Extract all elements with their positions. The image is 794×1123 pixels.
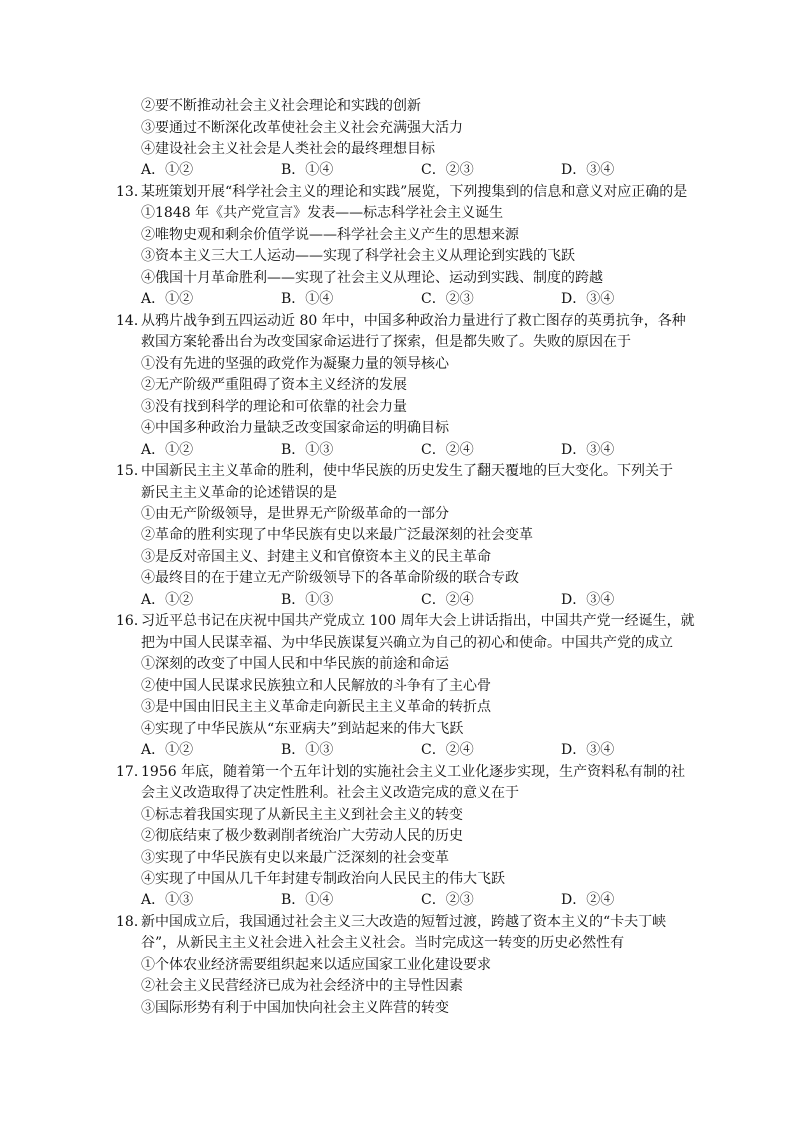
statement-item: ④实现了中华民族从“东亚病夫”到站起来的伟大飞跃 — [141, 720, 464, 737]
statement-line — [0, 524, 794, 546]
statement-line — [0, 847, 794, 869]
question-stem-line — [0, 310, 794, 332]
answer-option: A．①② — [141, 591, 194, 608]
question-stem-line — [0, 632, 794, 654]
statement-line — [0, 267, 794, 289]
question-stem-line — [0, 610, 794, 632]
question-stem-line — [0, 181, 794, 203]
statement-item: ②社会主义民营经济已成为社会经济中的主导性因素 — [141, 978, 463, 995]
question-stem: 中国新民主主义革命的胜利，使中华民族的历史发生了翻天覆地的巨大变化。下列关于 — [141, 463, 673, 479]
answer-option: B．①④ — [281, 162, 334, 179]
question-stem-line — [0, 761, 794, 783]
question-stem: 把为中国人民谋幸福、为中华民族谋复兴确立为自己的初心和使命。中国共产党的成立 — [141, 634, 673, 651]
answer-option: A．①② — [141, 291, 194, 308]
statement-line — [0, 396, 794, 418]
statement-line — [0, 718, 794, 740]
statement-item: ③实现了中华民族有史以来最广泛深刻的社会变革 — [141, 849, 449, 866]
statement-item: ①由无产阶级领导，是世界无产阶级革命的一部分 — [141, 505, 449, 522]
statement-line — [0, 975, 794, 997]
statement-line — [0, 696, 794, 718]
statement-line — [0, 138, 794, 160]
answer-option: B．①③ — [281, 441, 334, 458]
statement-item: ④实现了中国从几千年封建专制政治向人民民主的伟大飞跃 — [141, 870, 505, 887]
question-stem: 会主义改造取得了决定性胜利。社会主义改造完成的意义在于 — [141, 785, 519, 801]
statement-item: ③是中国由旧民主主义革命走向新民主主义革命的转折点 — [141, 699, 491, 716]
question-number: 16． — [116, 613, 148, 630]
statement-item: ②革命的胜利实现了中华民族有史以来最广泛最深刻的社会变革 — [141, 527, 533, 544]
statement-line — [0, 374, 794, 396]
statement-line — [0, 224, 794, 246]
answer-option: D．②④ — [561, 892, 615, 909]
answer-option: A．①② — [141, 742, 194, 759]
question-stem-line — [0, 331, 794, 353]
statement-item: ④中国多种政治力量缺乏改变国家命运的明确目标 — [141, 420, 449, 437]
question-stem: 新中国成立后，我国通过社会主义三大改造的短暂过渡，跨越了资本主义的“卡夫丁峡 — [141, 913, 667, 930]
statement-item: ④最终目的在于建立无产阶级领导下的各革命阶级的联合专政 — [141, 570, 519, 587]
statement-line — [0, 567, 794, 589]
question-stem-line — [0, 932, 794, 954]
answer-option: D．③④ — [561, 742, 615, 759]
question-stem: 新民主主义革命的论述错误的是 — [141, 484, 337, 501]
answer-option: C．②③ — [421, 291, 474, 308]
options-line — [0, 889, 794, 911]
statement-line — [0, 95, 794, 117]
statement-line — [0, 804, 794, 826]
answer-option: A．①② — [141, 162, 194, 179]
question-stem: 救国方案轮番出台为改变国家命运进行了探索，但是都失败了。失败的原因在于 — [141, 334, 631, 351]
statement-item: ①标志着我国实现了从新民主主义到社会主义的转变 — [141, 806, 463, 823]
statement-line — [0, 417, 794, 439]
options-line — [0, 589, 794, 611]
statement-item: ①深刻的改变了中国人民和中华民族的前途和命运 — [141, 656, 449, 673]
statement-line — [0, 202, 794, 224]
statement-line — [0, 954, 794, 976]
question-stem: 某班策划开展“科学社会主义的理论和实践”展览，下列搜集到的信息和意义对应正确的是 — [141, 183, 688, 200]
question-number: 18． — [116, 913, 148, 930]
options-line — [0, 159, 794, 181]
statement-item: ③是反对帝国主义、封建主义和官僚资本主义的民主革命 — [141, 548, 491, 565]
answer-option: B．①④ — [281, 291, 334, 308]
question-stem: 1956 年底，随着第一个五年计划的实施社会主义工业化逐步实现，生产资料私有制的社 — [141, 763, 686, 780]
statement-item: ②彻底结束了极少数剥削者统治广大劳动人民的历史 — [141, 828, 463, 844]
answer-option: C．②③ — [421, 892, 474, 909]
answer-option: B．①④ — [281, 892, 334, 909]
statement-line — [0, 546, 794, 568]
options-line — [0, 439, 794, 461]
question-number: 13． — [116, 183, 148, 200]
answer-option: B．①③ — [281, 742, 334, 759]
statement-line — [0, 825, 794, 847]
answer-option: A．①② — [141, 441, 194, 458]
question-stem-line — [0, 482, 794, 504]
question-number: 14． — [116, 312, 148, 329]
answer-option: A．①③ — [141, 892, 194, 909]
question-stem-line — [0, 782, 794, 804]
statement-item: ④俄国十月革命胜利——实现了社会主义从理论、运动到实践、制度的跨越 — [141, 269, 603, 286]
answer-option: C．②④ — [421, 742, 474, 759]
statement-line — [0, 675, 794, 697]
statement-item: ②使中国人民谋求民族独立和人民解放的斗争有了主心骨 — [141, 677, 491, 694]
answer-option: D．③④ — [561, 162, 615, 179]
statement-item: ③没有找到科学的理论和可依靠的社会力量 — [141, 398, 407, 415]
statement-item: ②要不断推动社会主义社会理论和实践的创新 — [141, 98, 421, 114]
question-stem: 习近平总书记在庆祝中国共产党成立 100 周年大会上讲话指出，中国共产党一经诞生，就 — [141, 613, 695, 630]
statement-item: ④建设社会主义社会是人类社会的最终理想目标 — [141, 140, 435, 157]
question-number: 15． — [116, 463, 148, 479]
statement-item: ③要通过不断深化改革使社会主义社会充满强大活力 — [141, 119, 463, 136]
question-number: 17． — [116, 763, 148, 780]
statement-line — [0, 868, 794, 890]
statement-item: ③国际形势有利于中国加快向社会主义阵营的转变 — [141, 999, 449, 1016]
answer-option: C．②③ — [421, 162, 474, 179]
statement-item: ①个体农业经济需要组织起来以适应国家工业化建设要求 — [141, 956, 491, 973]
question-stem: 从鸦片战争到五四运动近 80 年中，中国多种政治力量进行了救亡图存的英勇抗争，各种 — [141, 312, 686, 329]
statement-item: ①1848 年《共产党宣言》发表——标志科学社会主义诞生 — [141, 205, 504, 222]
statement-item: ①没有先进的坚强的政党作为凝聚力量的领导核心 — [141, 355, 449, 372]
question-stem: 谷”，从新民主主义社会进入社会主义社会。当时完成这一转变的历史必然性有 — [141, 935, 625, 952]
answer-option: D．③④ — [561, 441, 615, 458]
statement-item: ②唯物史观和剩余价值学说——科学社会主义产生的思想来源 — [141, 226, 519, 243]
options-line — [0, 739, 794, 761]
question-stem-line — [0, 911, 794, 933]
statement-line — [0, 117, 794, 139]
answer-option: C．②④ — [421, 591, 474, 608]
question-stem-line — [0, 460, 794, 482]
answer-option: C．②④ — [421, 441, 474, 458]
answer-option: B．①③ — [281, 591, 334, 608]
statement-line — [0, 653, 794, 675]
answer-option: D．③④ — [561, 291, 615, 308]
options-line — [0, 288, 794, 310]
statement-line — [0, 997, 794, 1019]
statement-item: ②无产阶级严重阻碍了资本主义经济的发展 — [141, 377, 407, 394]
statement-line — [0, 503, 794, 525]
statement-line — [0, 353, 794, 375]
statement-line — [0, 245, 794, 267]
answer-option: D．③④ — [561, 591, 615, 608]
statement-item: ③资本主义三大工人运动——实现了科学社会主义从理论到实践的飞跃 — [141, 248, 575, 265]
